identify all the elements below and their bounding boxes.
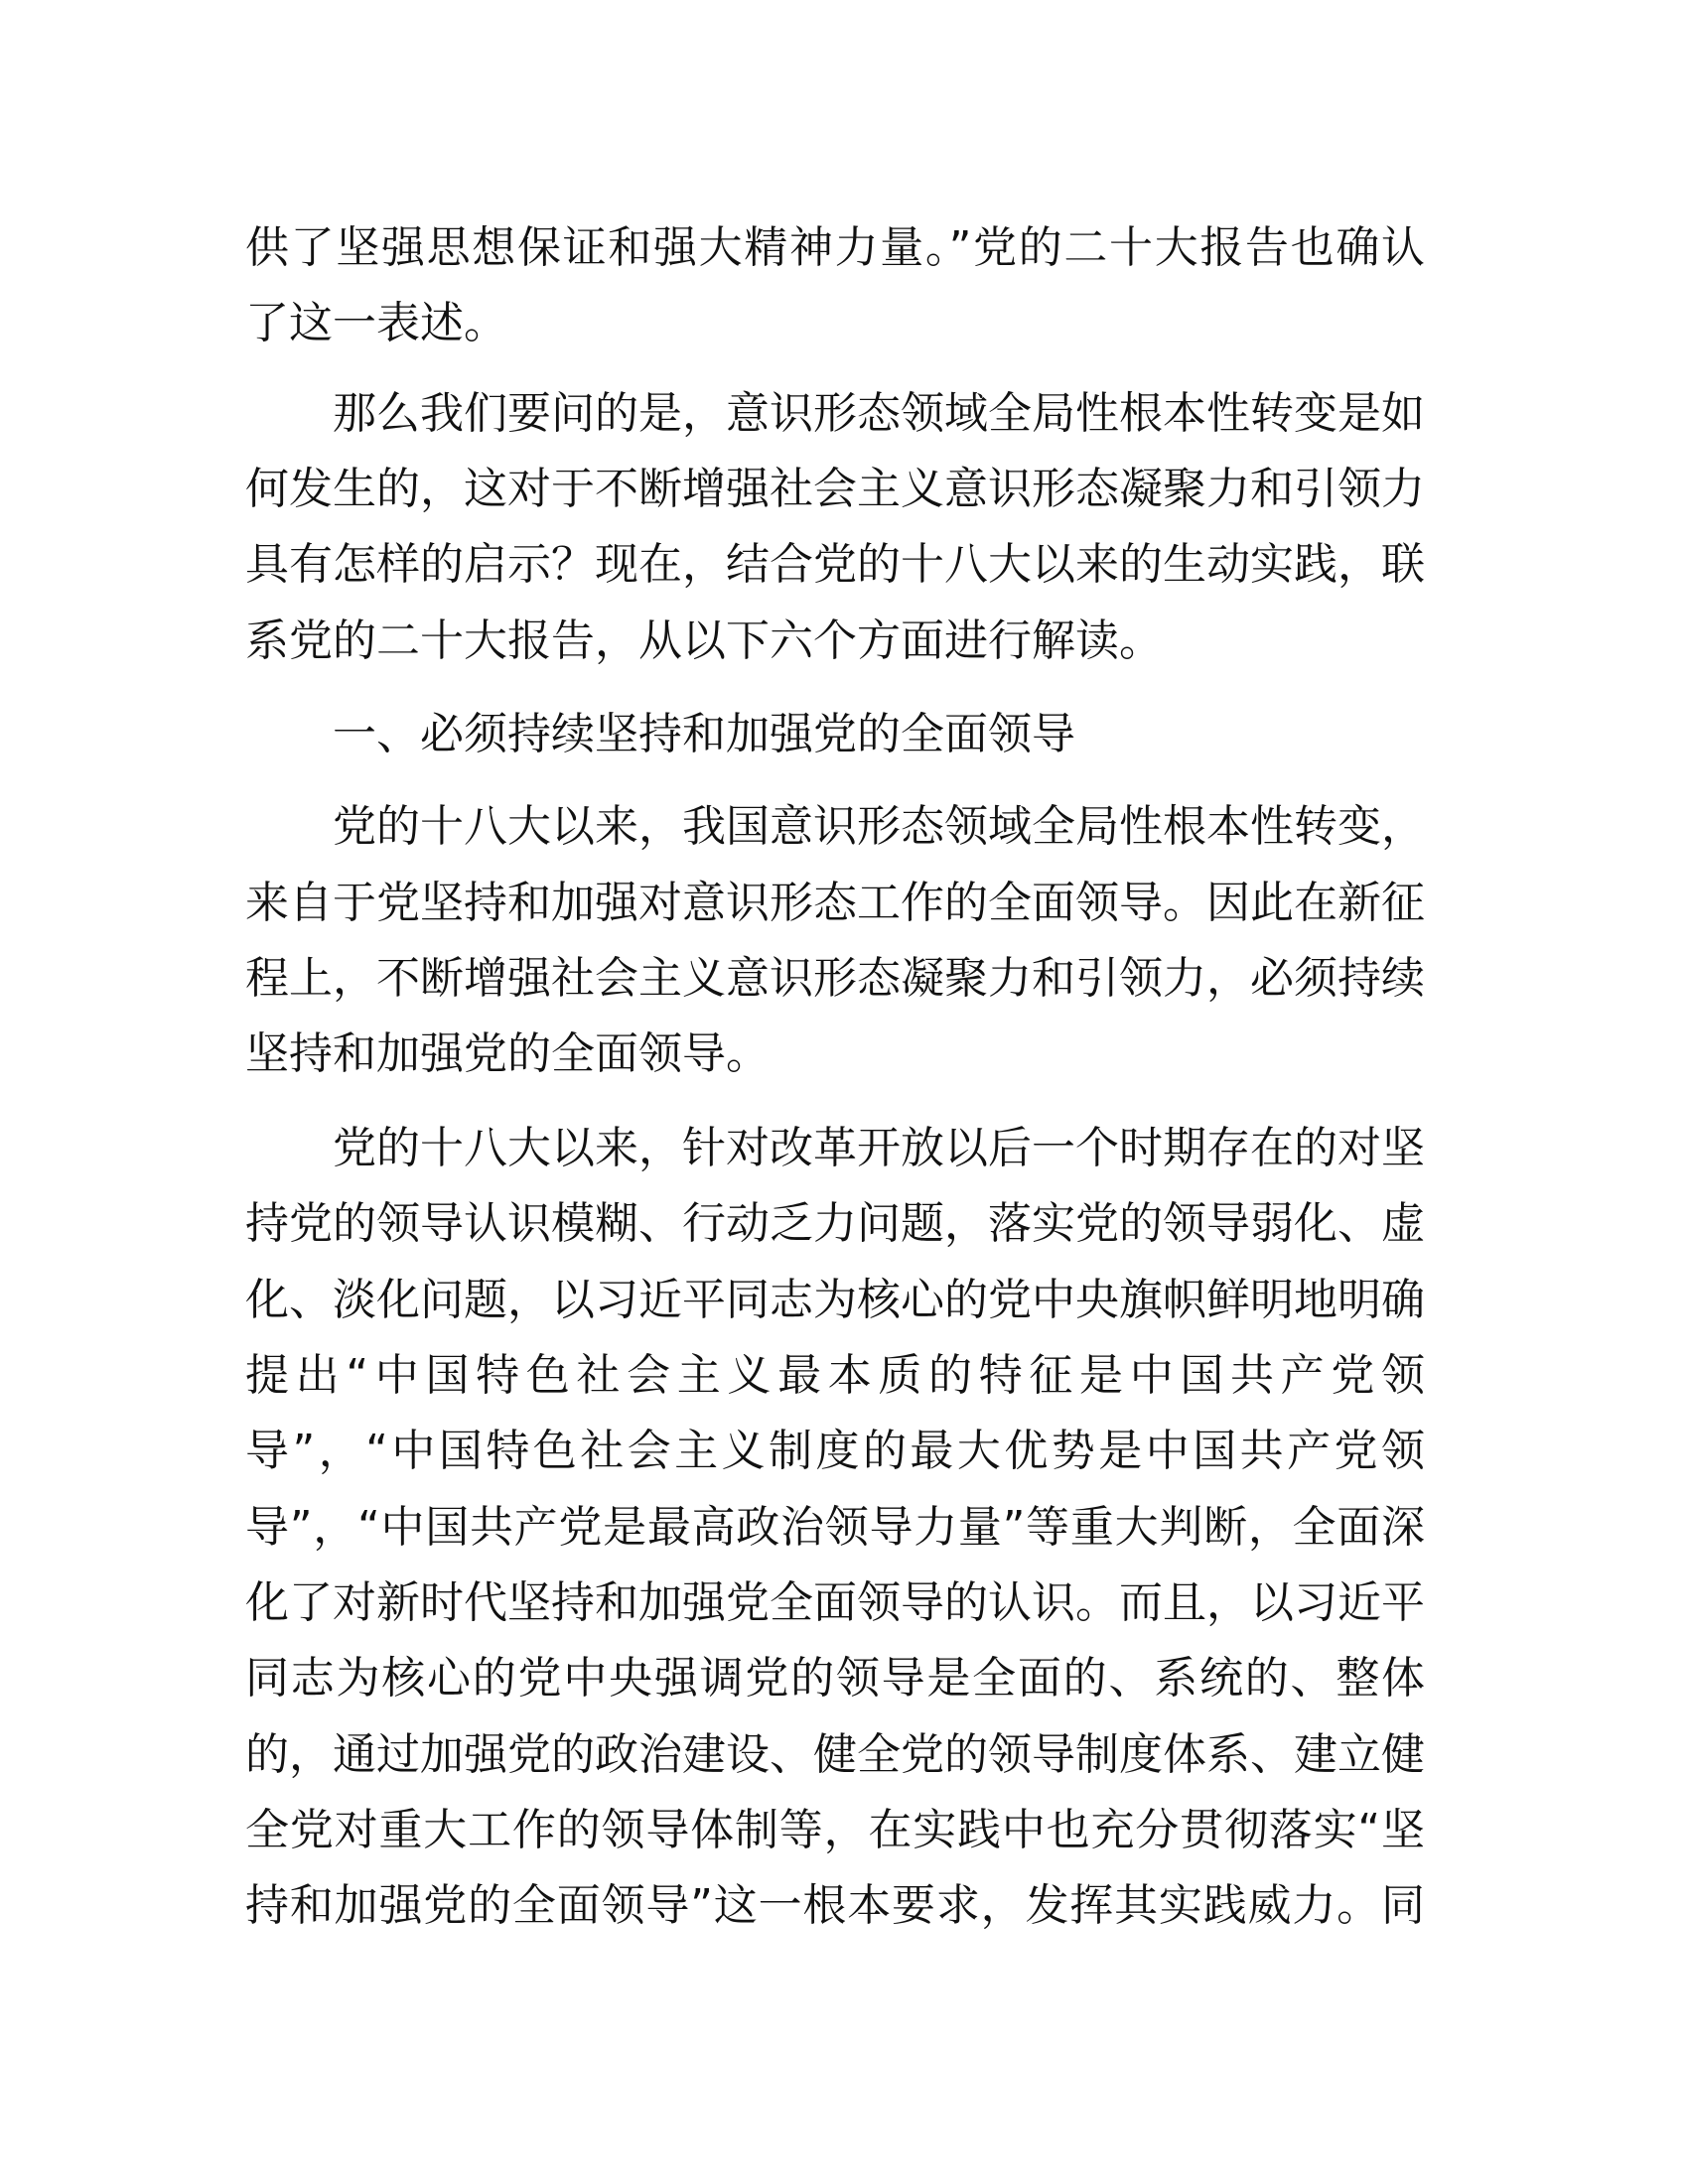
text-line: 全党对重大工作的领导体制等，在实践中也充分贯彻落实“坚 bbox=[245, 1805, 1425, 1855]
text-line: 持党的领导认识模糊、行动乏力问题，落实党的领导弱化、虚 bbox=[245, 1198, 1425, 1249]
text-line: 程上，不断增强社会主义意识形态凝聚力和引领力，必须持续 bbox=[245, 953, 1425, 1004]
text-line: 来自于党坚持和加强对意识形态工作的全面领导。因此在新征 bbox=[245, 878, 1425, 928]
text-line: 导”，“中国共产党是最高政治领导力量”等重大判断，全面深 bbox=[245, 1502, 1425, 1553]
text-line: 持和加强党的全面领导”这一根本要求，发挥其实践威力。同 bbox=[245, 1880, 1425, 1931]
text-line: 同志为核心的党中央强调党的领导是全面的、系统的、整体 bbox=[245, 1653, 1425, 1704]
text-line: 化了对新时代坚持和加强党全面领导的认识。而且，以习近平 bbox=[245, 1577, 1425, 1628]
text-line: 系党的二十大报告，从以下六个方面进行解读。 bbox=[245, 615, 1163, 666]
text-line: 的，通过加强党的政治建设、健全党的领导制度体系、建立健 bbox=[245, 1729, 1425, 1780]
text-line: 党的十八大以来，针对改革开放以后一个时期存在的对坚 bbox=[333, 1123, 1425, 1173]
text-line: 供了坚强思想保证和强大精神力量。”党的二十大报告也确认 bbox=[245, 222, 1425, 273]
text-line: 了这一表述。 bbox=[245, 298, 507, 348]
section-heading: 一、必须持续坚持和加强党的全面领导 bbox=[333, 709, 1075, 759]
text-line: 提出“中国特色社会主义最本质的特征是中国共产党领 bbox=[245, 1350, 1425, 1401]
text-line: 何发生的，这对于不断增强社会主义意识形态凝聚力和引领力 bbox=[245, 464, 1425, 514]
text-line: 化、淡化问题，以习近平同志为核心的党中央旗帜鲜明地明确 bbox=[245, 1275, 1425, 1325]
text-line: 具有怎样的启示？现在，结合党的十八大以来的生动实践，联 bbox=[245, 539, 1425, 590]
text-line: 那么我们要问的是，意识形态领域全局性根本性转变是如 bbox=[333, 388, 1425, 439]
text-line: 坚持和加强党的全面领导。 bbox=[245, 1028, 770, 1079]
text-line: 导”，“中国特色社会主义制度的最大优势是中国共产党领 bbox=[245, 1426, 1425, 1476]
text-line: 党的十八大以来，我国意识形态领域全局性根本性转变， bbox=[333, 801, 1425, 852]
